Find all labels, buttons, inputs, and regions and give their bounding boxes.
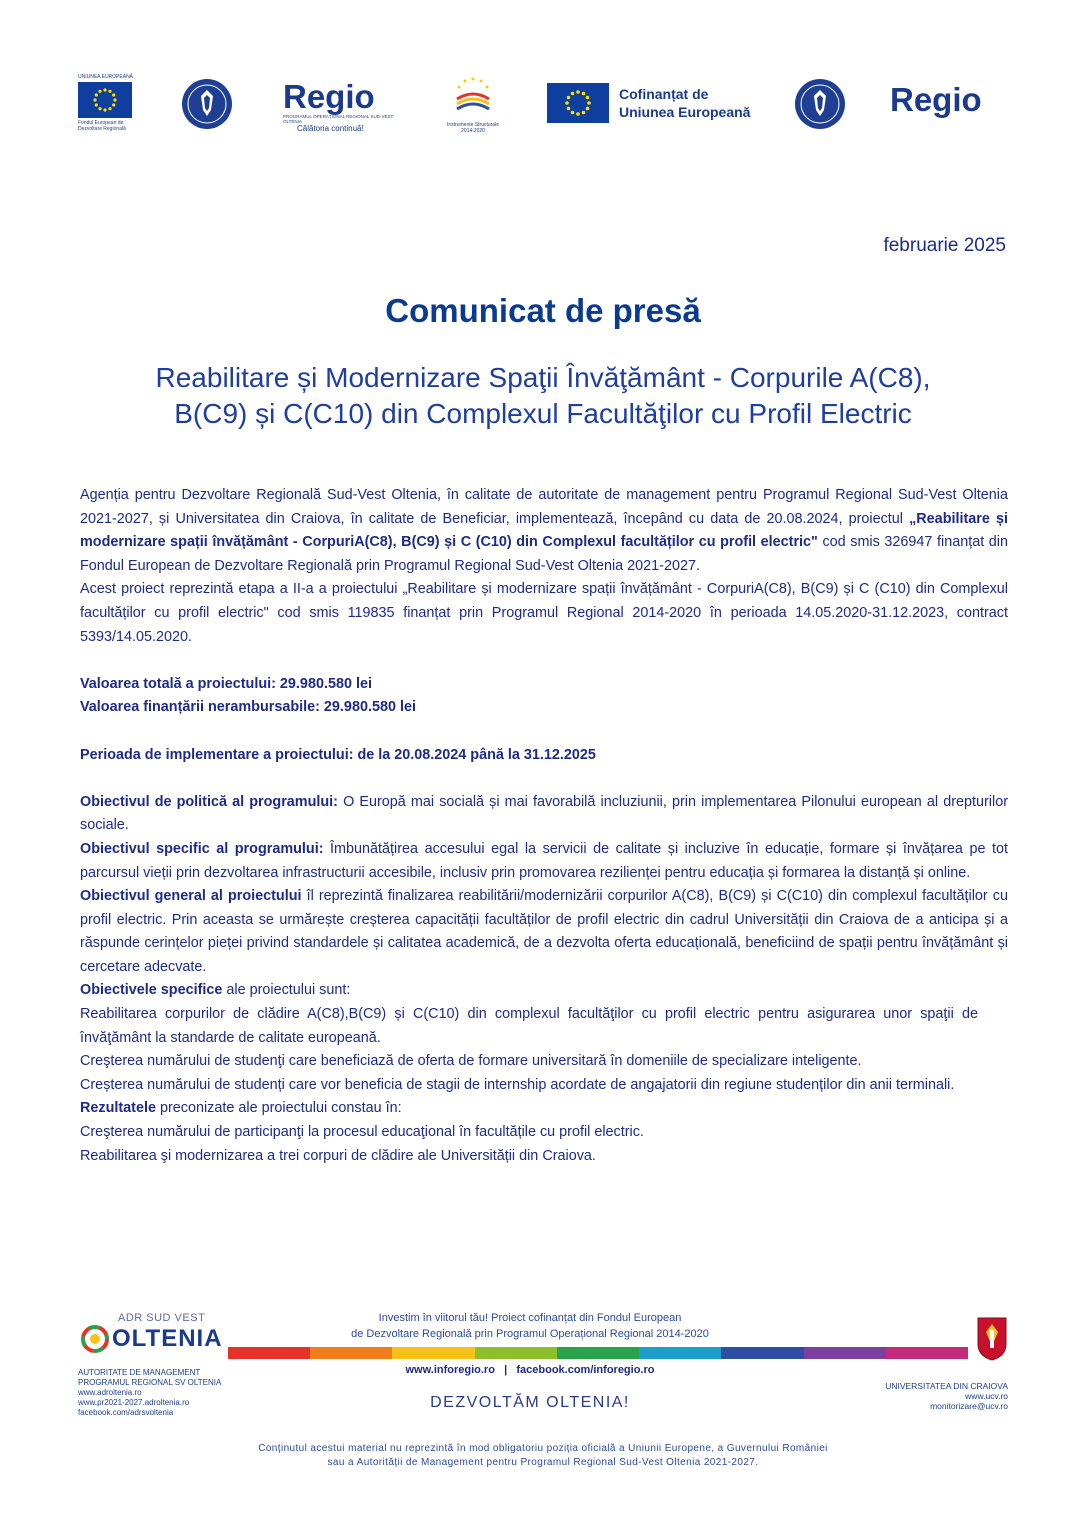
invest-line1: Investim în viitorul tău! Proiect cofinanțat din Fondul European [378,1312,682,1324]
links-separator: | [504,1364,508,1376]
total-value-text: Valoarea totală a proiectului: 29.980.580 lei [80,675,372,692]
results-label: Rezultatele [80,1100,156,1117]
eu-flag-icon-2 [547,83,609,123]
slogan: DEZVOLTĂM OLTENIA! [430,1394,630,1411]
disclaimer [0,1442,1086,1470]
stage-paragraph: Acest proiect reprezintă etapa a II-a a proiectului „Reabilitare și modernizare spații învățământ - CorpuriA(C8), B(C9) și C (C10) din Complexul facultăților cu profil electric" cod smis 119835 finanțat prin Programul Regional 2014-2020 în perioada 14.05.2020-31.12.2023, contract 5393/14.05.2020. [80,581,1008,645]
rainbow-bar [228,1347,968,1359]
adr-line-2: PROGRAMUL REGIONAL SV OLTENIA [78,1378,222,1387]
cofin-line1: Cofinanțat de [619,86,709,102]
intro-paragraph [80,484,1008,578]
cofin-line2: Uniunea Europeană [619,104,751,120]
specific-program-objective [80,838,1008,885]
guvernul-emblem-icon-2 [793,77,847,131]
invest-text [300,1310,760,1342]
regio-word: Regio [283,78,375,115]
logo-adr-oltenia [78,1312,228,1432]
instrumente-structurale-icon [443,75,503,117]
funding-value-text: Valoarea finanțării nerambursabile: 29.980.580 lei [80,699,416,716]
subtitle-line1: Reabilitare și Modernizare Spaţii Învăţământ - Corpurile A(C8), [155,362,931,393]
subtitle-line2: B(C9) și C(C10) din Complexul Facultăţilor cu Profil Electric [174,398,912,429]
total-value [80,673,1008,697]
logo-cofinantat-ue [547,83,757,123]
result-1: Creşterea numărului de participanţi la procesul educaţional în facultățile cu profil electric. [80,1124,644,1141]
rainbow-segment [392,1347,474,1359]
project-subtitle [60,360,1026,432]
rainbow-segment [886,1347,968,1359]
disclaimer-line1: Conținutul acestui material nu reprezintă în mod obligatoriu poziția oficială a Uniunii Europene, a Guvernului României [258,1443,828,1454]
adr-name: OLTENIA [112,1325,223,1352]
rainbow-segment [721,1347,803,1359]
project-name-bold: „Reabilitare și modernizare spații învățământ - CorpuriA(C8), B(C9) și C (C10) din Complexul facultăților cu profil electric" [80,510,1008,551]
policy-objective [80,791,1008,838]
regio-sub: PROGRAMUL OPERAȚIONAL REGIONAL SUD-VEST OLTENIA [283,114,394,124]
guvernul-emblem-icon [180,77,234,131]
rainbow-segment [804,1347,886,1359]
logo-regio-1 [283,80,398,132]
logo-regio-2 [890,80,1010,124]
ucv-crest-icon [976,1316,1008,1362]
adr-line-1: AUTORITATE DE MANAGEMENT [78,1368,201,1377]
policy-objective-label: Obiectivul de politică al programului: [80,793,338,810]
specific-objective-1: Reabilitarea corpurilor de clădire A(C8),B(C9) și C(C10) din complexul facultăţilor cu profil electric pentru asigurarea unor spaţii de învăţământ la standarde de calitate europeană. [80,1006,978,1046]
eu-stars-icon [78,82,132,118]
result-2: Reabilitarea şi modernizarea a trei corpuri de clădire ale Universității din Craiova. [80,1147,596,1164]
logo-guvernul-1 [180,77,234,131]
specific-program-objective-label: Obiectivul specific al programului: [80,840,324,857]
funding-value [80,696,1008,720]
page-title: Comunicat de presă [385,292,701,329]
policy-objective-text: O Europă mai socială și mai favorabilă incluziunii, prin implementarea Pilonului european al drepturilor sociale. [80,793,1008,834]
facebook-link[interactable]: facebook.com/inforegio.ro [516,1364,655,1376]
regio2-word: Regio [890,81,982,118]
intro-text-a: Agenția pentru Dezvoltare Regională Sud-Vest Oltenia, în calitate de autoritate de management pentru Programul Regional Sud-Vest Oltenia 2021-2027, și Universitatea din Craiova, în calitate de Beneficiar, implementează, începând cu data de 20.08.2024, proiectul [80,487,1008,527]
specific-objective-2: Creşterea numărului de studenţi care beneficiază de oferta de formare universitară în domeniile de specializare inteligente. [80,1053,862,1070]
results-text: preconizate ale proiectului constau în: [155,1100,402,1117]
logo-ucv [976,1316,1008,1362]
adr-line-4[interactable]: www.pr2021-2027.adroltenia.ro [78,1398,190,1407]
specific-program-objective-text: Îmbunătățirea accesului egal la servicii de calitate și incluzive în educație, formare și învățarea pe tot parcursul vieții prin dezvoltarea infrastructurii accesibile, inclusiv prin promovarea rezilienței pentru educația și formarea la distanță și online. [80,840,1008,881]
eu-fund-bottom-caption: Fondul European de Dezvoltare Regională [78,120,126,132]
general-objective-text: îl reprezintă finalizarea reabilitării/modernizării corpurilor A(C8), B(C9) și C(C10) din complexul facultăților cu profil electric. Prin aceasta se urmărește creșterea capacității facultăților de profil electric din cadrul Universității din Craiova de a anticipa și a răspunde cerințelor pieței privind standardele și calitatea academică, de a dezvolta oferta educațională, beneficiind de spații pentru învățământ și cercetare adecvate. [80,888,1008,975]
specific-objectives-text: ale proiectului sunt: [222,982,351,999]
eu-stars-icon-2 [547,83,609,123]
implementation-period [80,744,1008,768]
adr-line-5[interactable]: facebook.com/adrsvoltenia [78,1408,174,1417]
web-links [330,1364,730,1376]
inforegio-link[interactable]: www.inforegio.ro [405,1364,495,1376]
ucv-name: UNIVERSITATEA DIN CRAIOVA [885,1381,1008,1391]
disclaimer-line2: sau a Autorității de Management pentru Programul Regional Sud-Vest Oltenia 2021-2027. [327,1457,759,1468]
specific-objective-3: Creșterea numărului de studenți care vor beneficia de stagii de internship acordate de angajatorii din regiune studenților din anii terminali. [80,1076,955,1093]
specific-objectives-heading [80,979,1008,1003]
ucv-mail[interactable]: monitorizare@ucv.ro [930,1401,1008,1411]
adr-swirl-icon [78,1324,112,1354]
regio-tagline: Călătoria continuă! [297,124,364,133]
rainbow-segment [228,1347,310,1359]
logo-guvernul-2 [793,77,847,131]
rainbow-segment [557,1347,639,1359]
adr-top: ADR SUD VEST [118,1312,206,1324]
rainbow-segment [639,1347,721,1359]
intro-text-c: cod smis 326947 finanțat din Fondul European de Dezvoltare Regională prin Programul Regional Sud-Vest Oltenia 2021-2027. [80,534,1009,574]
logo-eu-fedr [78,74,138,136]
rainbow-segment [310,1347,392,1359]
general-objective [80,885,1008,979]
ucv-web[interactable]: www.ucv.ro [965,1391,1008,1401]
general-objective-label: Obiectivul general al proiectului [80,888,302,905]
implementation-period-text: Perioada de implementare a proiectului: de la 20.08.2024 până la 31.12.2025 [80,746,596,763]
ucv-info [808,1381,1008,1411]
invest-line2: de Dezvoltare Regională prin Programul Operațional Regional 2014-2020 [351,1328,709,1340]
press-release-body [80,484,1008,1168]
results-heading [80,1097,1008,1121]
eu-fund-top-caption: UNIUNEA EUROPEANĂ [78,74,134,80]
adr-line-3[interactable]: www.adroltenia.ro [78,1388,142,1397]
eu-flag-icon [78,82,132,118]
release-date: februarie 2025 [883,235,1006,256]
instrumente-caption: Instrumente Structurale 2014-2020 [447,122,499,134]
logo-instrumente-structurale [443,75,503,135]
rainbow-segment [475,1347,557,1359]
specific-objectives-label: Obiectivele specifice [80,982,223,999]
